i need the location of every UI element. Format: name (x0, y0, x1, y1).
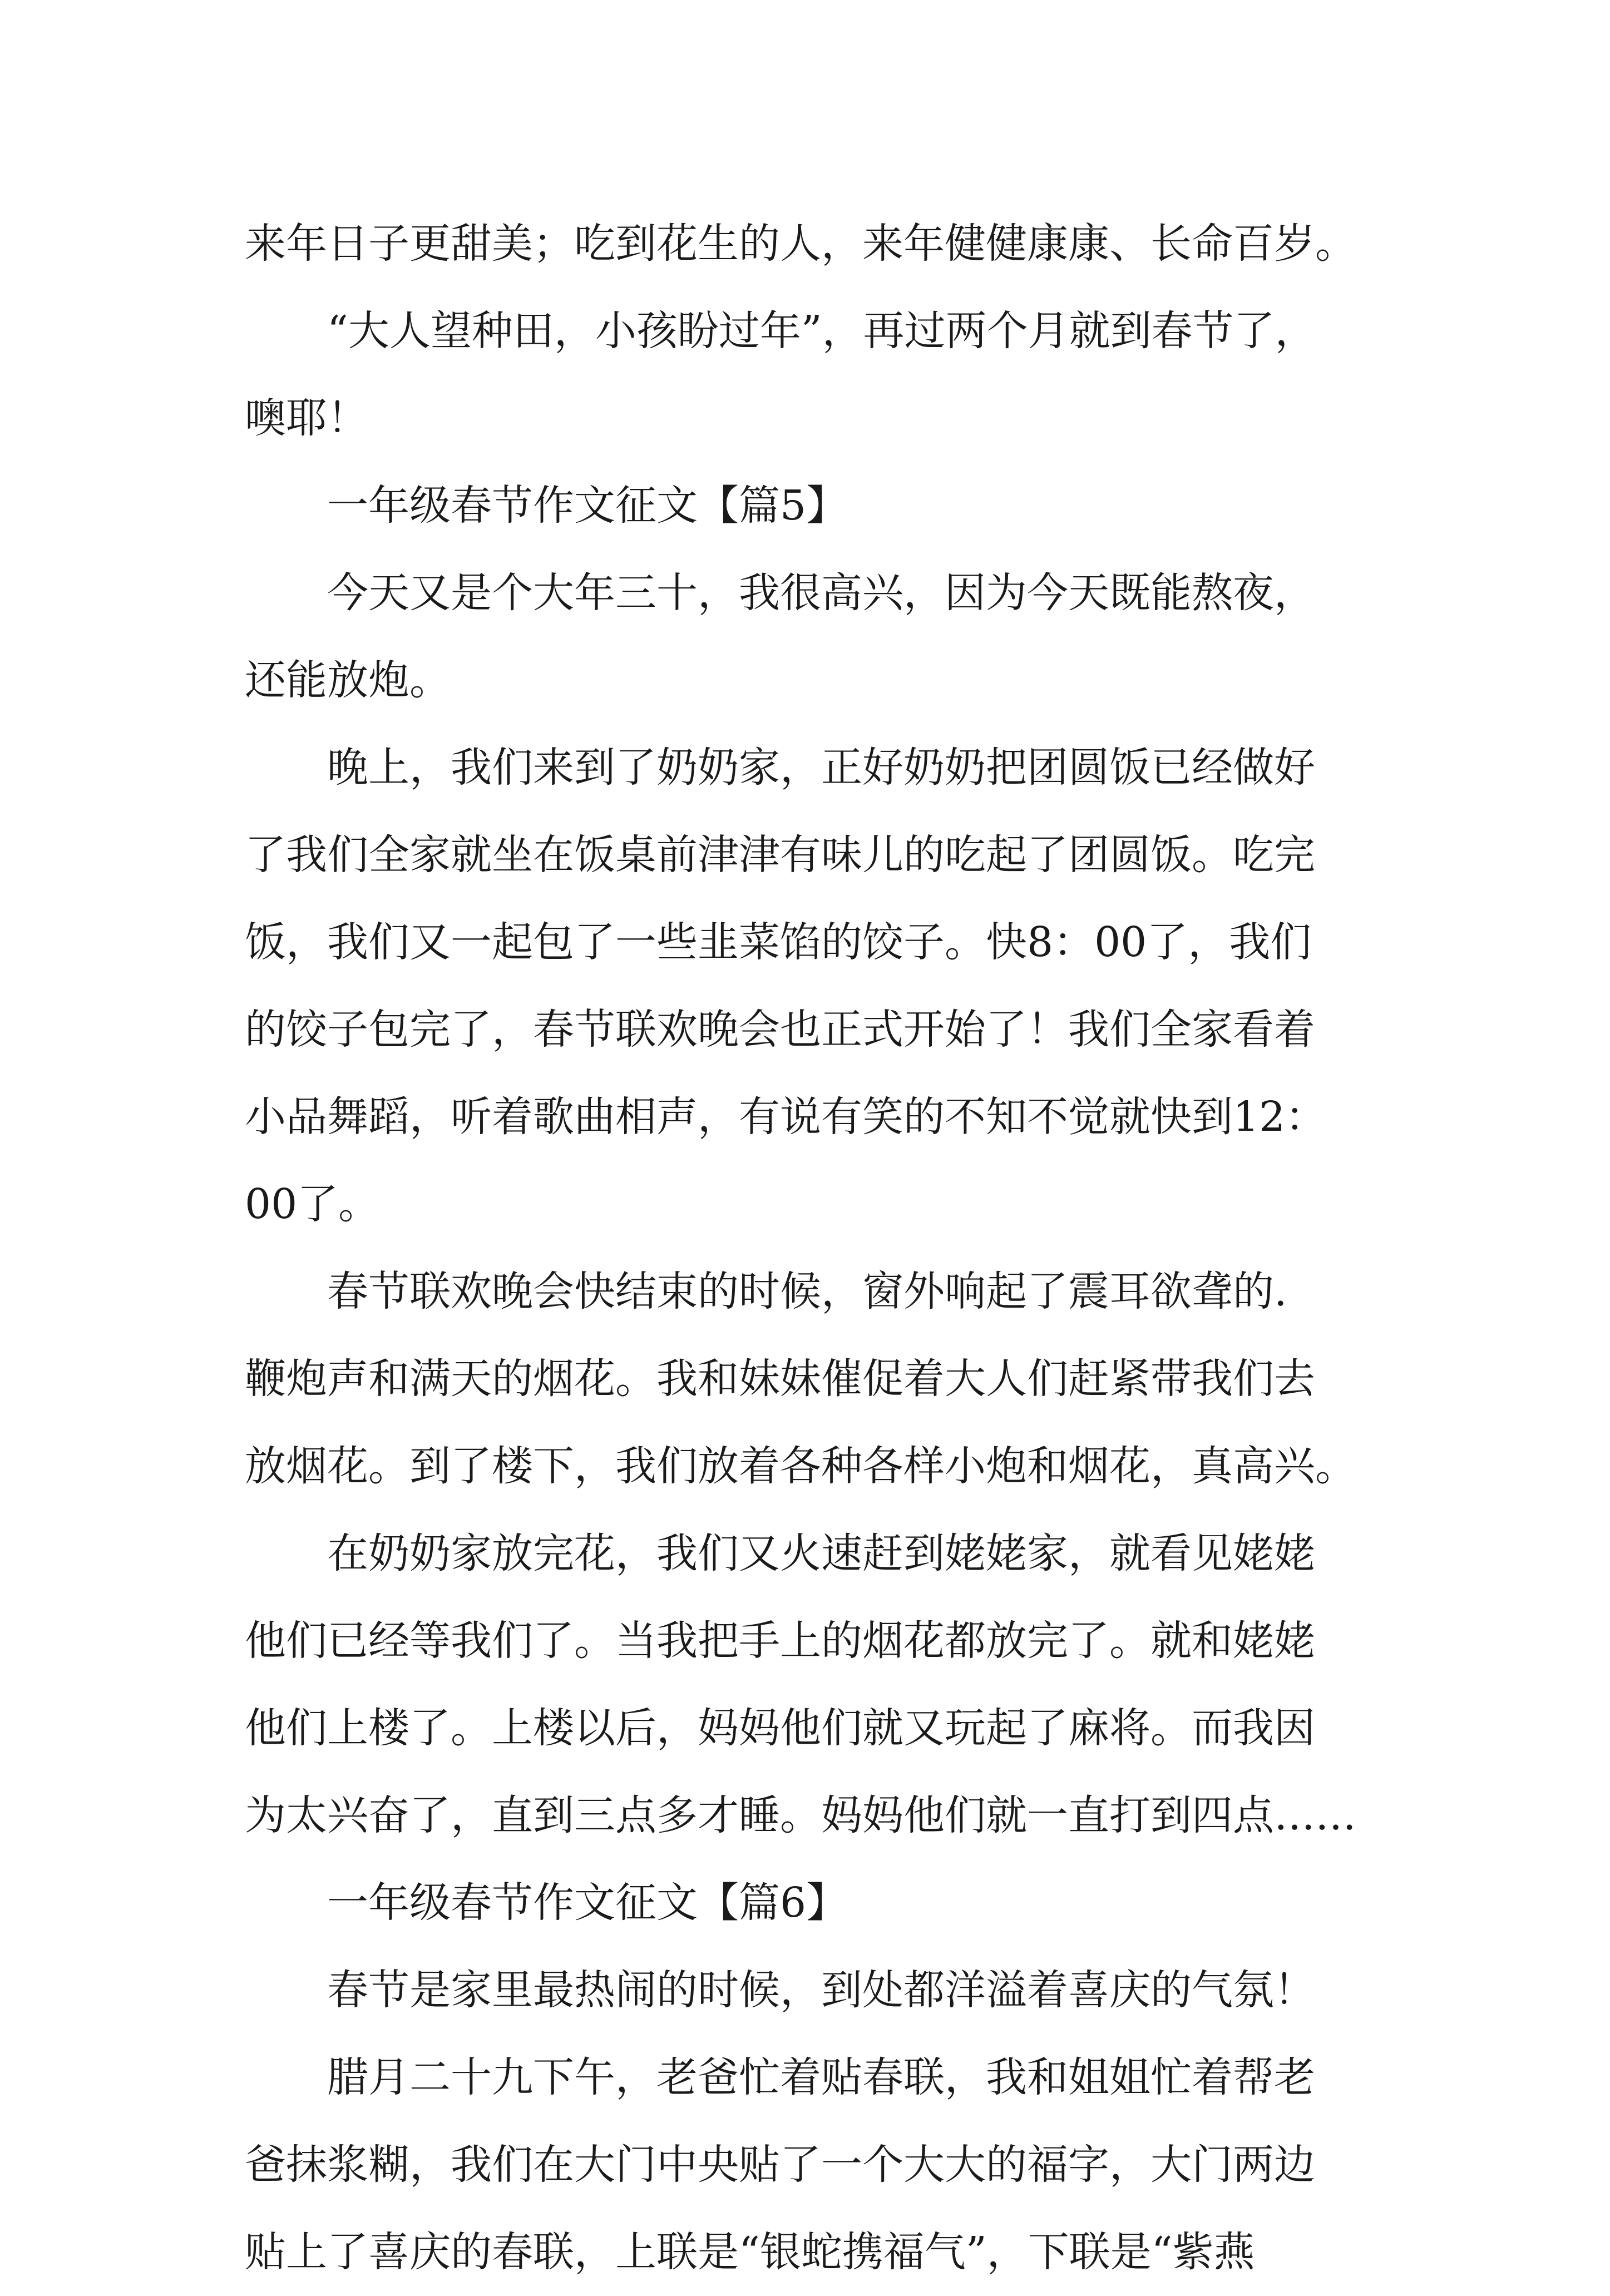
text-line: 小品舞蹈，听着歌曲相声，有说有笑的不知不觉就快到12： (245, 1093, 1327, 1141)
section-heading: 一年级春节作文征文【篇5】 (245, 482, 848, 530)
text-line: 放烟花。到了楼下，我们放着各种各样小炮和烟花，真高兴。 (245, 1442, 1356, 1490)
text-line: 今天又是个大年三十，我很高兴，因为今天既能熬夜， (245, 569, 1315, 617)
text-line: 腊月二十九下午，老爸忙着贴春联，我和姐姐忙着帮老 (245, 2053, 1315, 2101)
text-line: 的饺子包完了，春节联欢晚会也正式开始了！我们全家看着 (245, 1006, 1315, 1053)
text-line: 他们上楼了。上楼以后，妈妈他们就又玩起了麻将。而我因 (245, 1704, 1315, 1752)
text-line: 饭，我们又一起包了一些韭菜馅的饺子。快8：00了，我们 (245, 918, 1312, 966)
text-line: 春节是家里最热闹的时候，到处都洋溢着喜庆的气氛！ (245, 1966, 1315, 2014)
text-line: 来年日子更甜美；吃到花生的人，来年健健康康、长命百岁。 (245, 220, 1356, 268)
document-body (245, 200, 1380, 2296)
text-line: 了我们全家就坐在饭桌前津津有味儿的吃起了团圆饭。吃完 (245, 831, 1315, 879)
text-line: 还能放炮。 (245, 656, 451, 704)
text-line: 在奶奶家放完花，我们又火速赶到姥姥家，就看见姥姥 (245, 1530, 1315, 1577)
text-line: 晚上，我们来到了奶奶家，正好奶奶把团圆饭已经做好 (245, 744, 1315, 791)
text-line: 为太兴奋了，直到三点多才睡。妈妈他们就一直打到四点…… (245, 1792, 1356, 1839)
text-line: 他们已经等我们了。当我把手上的烟花都放完了。就和姥姥 (245, 1617, 1315, 1665)
text-line: “大人望种田，小孩盼过年”，再过两个月就到春节了， (245, 307, 1316, 355)
text-line: 00了。 (245, 1180, 380, 1228)
text-line: 噢耶！ (245, 394, 368, 442)
text-line: 爸抹浆糊，我们在大门中央贴了一个大大的福字，大门两边 (245, 2141, 1315, 2189)
section-heading: 一年级春节作文征文【篇6】 (245, 1879, 848, 1927)
text-line: 春节联欢晚会快结束的时候，窗外响起了震耳欲聋的. (245, 1268, 1287, 1315)
text-line: 鞭炮声和满天的烟花。我和妹妹催促着大人们赶紧带我们去 (245, 1355, 1315, 1403)
text-line: 贴上了喜庆的春联，上联是“银蛇携福气”，下联是“紫燕 (245, 2228, 1255, 2276)
